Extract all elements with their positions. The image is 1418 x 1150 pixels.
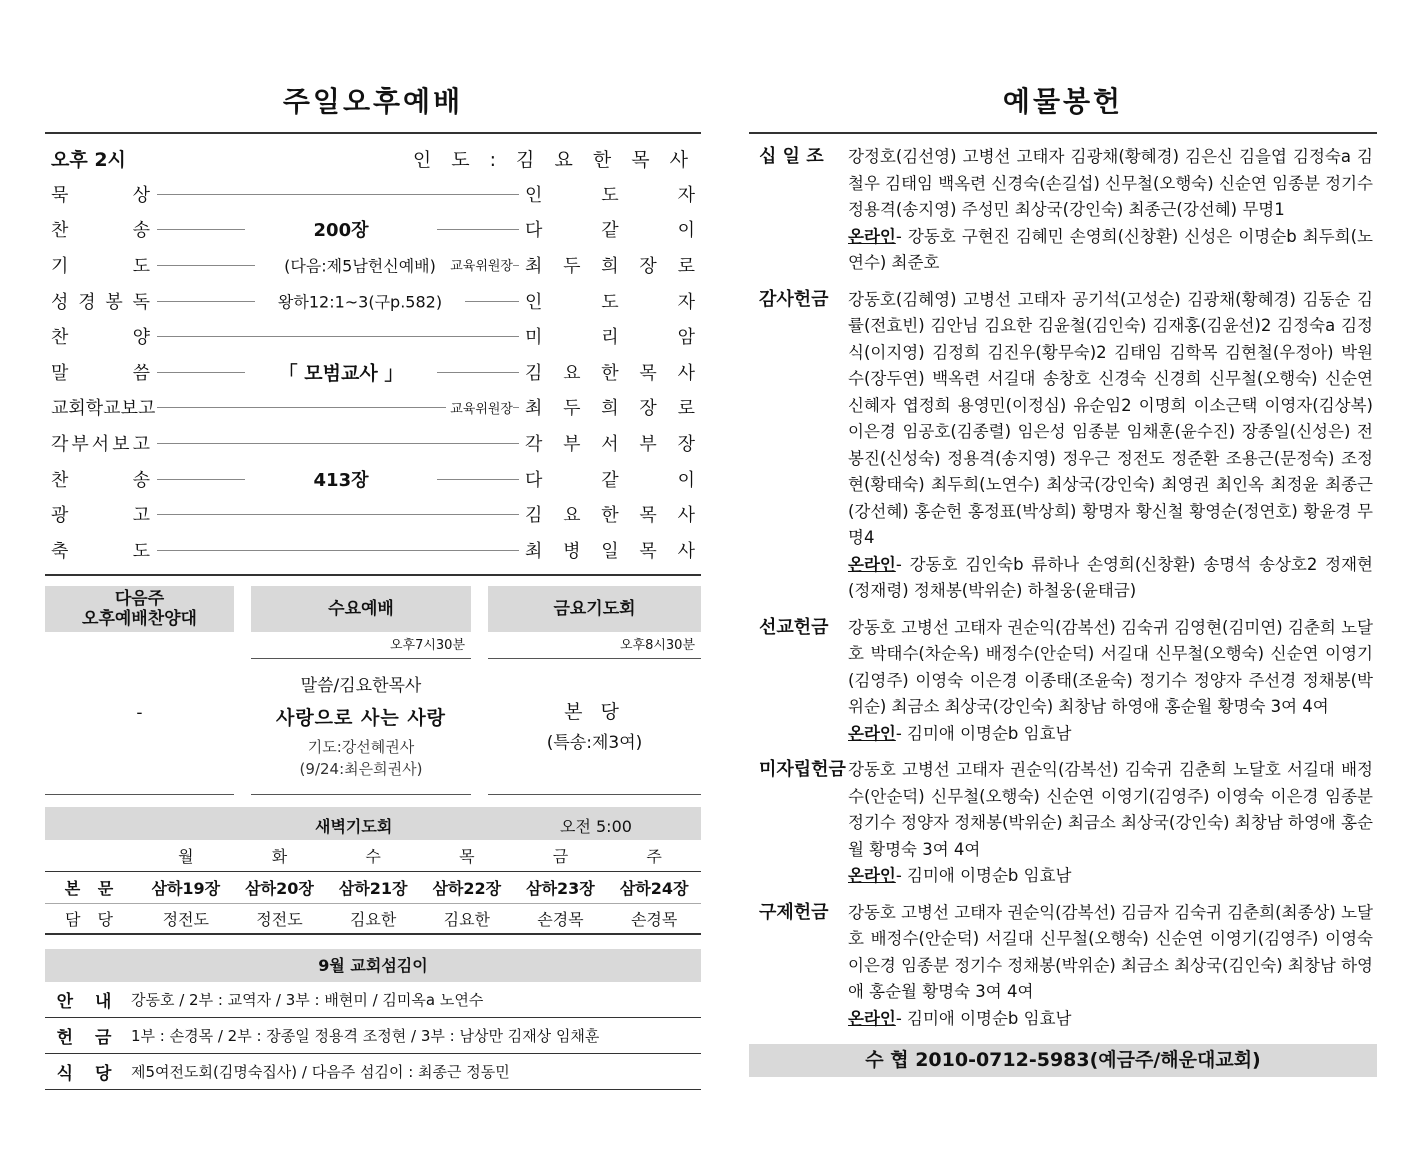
offering-category: 십 일 조 bbox=[759, 146, 824, 167]
order-person-char: 이 bbox=[677, 469, 695, 491]
offering-donors: 강동호 고병선 고태자 권순익(감복선) 김금자 김숙귀 김춘희(최종상) 노달호 배정수(안순덕) 서길대 신무철(오행숙) 신순연 이영기(김영주) 이영숙 이은경 임종분 정기수 정채봉(박위순) 최금소 최상국(김인숙) 최창남 하영애 홍순월 황명숙 3여 4여 bbox=[848, 902, 1373, 1001]
servants-rows bbox=[45, 982, 701, 1090]
order-person-char: 리 bbox=[601, 327, 619, 349]
order-person bbox=[525, 288, 695, 314]
order-item-char: 고 bbox=[137, 398, 156, 420]
dawn-prayer-section bbox=[45, 807, 701, 935]
friday-location: 본 당 bbox=[564, 701, 625, 724]
wednesday-service-heading: 수요예배 bbox=[251, 586, 471, 632]
offering-names bbox=[848, 615, 1377, 748]
order-person bbox=[525, 323, 695, 349]
afternoon-service-title: 주일오후예배 bbox=[45, 80, 701, 134]
dawn-day: 주 bbox=[607, 840, 701, 872]
order-person-char: 로 bbox=[677, 255, 695, 277]
order-item bbox=[45, 394, 156, 420]
order-person bbox=[525, 181, 695, 207]
offering-category: 선교헌금 bbox=[759, 616, 829, 638]
friday-prayer-heading: 금요기도회 bbox=[488, 586, 701, 632]
order-person-char: 로 bbox=[677, 398, 695, 420]
order-detail: (다음:제5남헌신예배) bbox=[255, 253, 465, 276]
order-item bbox=[45, 216, 150, 242]
order-person bbox=[525, 359, 695, 385]
order-person-char: 최 bbox=[525, 398, 543, 420]
order-row bbox=[45, 532, 701, 568]
box1-body: - bbox=[136, 702, 143, 723]
order-person-char: 사 bbox=[677, 362, 695, 384]
order-item-char: 말 bbox=[51, 362, 69, 384]
order-person-char: 미 bbox=[525, 327, 543, 349]
order-row bbox=[45, 425, 701, 461]
order-person-char: 장 bbox=[639, 398, 657, 420]
offering-names bbox=[848, 900, 1377, 1033]
servant-role: 식 당 bbox=[56, 1063, 120, 1084]
order-person-char: 인 bbox=[525, 291, 543, 313]
online-donors bbox=[848, 224, 1373, 277]
order-item bbox=[45, 430, 150, 456]
offering-category: 구제헌금 bbox=[759, 901, 829, 923]
online-donors bbox=[848, 1006, 1373, 1033]
weekly-boxes bbox=[45, 586, 701, 795]
order-item-char: 교 bbox=[51, 398, 69, 420]
order-person-char: 사 bbox=[677, 505, 695, 527]
dawn-prayer-table bbox=[45, 840, 701, 935]
servant-role: 헌 금 bbox=[56, 1027, 120, 1048]
order-person-char: 같 bbox=[601, 220, 619, 242]
offerings-list bbox=[749, 144, 1377, 1032]
order-person-char: 도 bbox=[601, 291, 619, 313]
service-header bbox=[45, 134, 701, 176]
order-item-char: 양 bbox=[132, 327, 150, 349]
wednesday-next-prayer: (9/24:최은희권사) bbox=[299, 760, 423, 779]
order-item-char: 광 bbox=[51, 505, 69, 527]
dawn-day: 금 bbox=[514, 840, 608, 872]
order-person bbox=[525, 252, 695, 278]
order-item-char: 송 bbox=[132, 220, 150, 242]
order-item-char: 도 bbox=[132, 255, 150, 277]
order-item bbox=[45, 323, 150, 349]
divider bbox=[45, 574, 701, 576]
order-item bbox=[45, 466, 150, 492]
order-person-char: 사 bbox=[677, 540, 695, 562]
dawn-text: 삼하24장 bbox=[607, 872, 701, 904]
order-detail: 「 모범교사 」 bbox=[245, 358, 437, 385]
order-person bbox=[525, 501, 695, 527]
order-person bbox=[525, 216, 695, 242]
order-item bbox=[45, 359, 150, 385]
order-item-char: 고 bbox=[132, 433, 150, 455]
offering-donors: 강동호 고병선 고태자 권순익(감복선) 김숙귀 김영현(김미연) 김춘희 노달호 박태수(차순옥) 배정수(안순덕) 서길대 신무철(오행숙) 신순연 이영기(김영주) 이영숙 이은경 이종태(조윤숙) 정기수 정양자 주선경 정채봉(박위순) 최금소 최상국(강인숙) 최창남 하영애 홍순월 황명숙 3여 4여 bbox=[848, 617, 1373, 716]
wednesday-service-body bbox=[251, 659, 471, 795]
box1-title2: 오후예배찬양대 bbox=[82, 608, 197, 629]
order-of-service bbox=[45, 176, 701, 568]
online-label: 온라인 bbox=[848, 226, 896, 246]
friday-prayer-box bbox=[488, 586, 701, 795]
online-label: 온라인 bbox=[848, 723, 896, 743]
offering-donors: 강동호 고병선 고태자 권순익(감복선) 김숙귀 김춘희 노달호 서길대 배정수(안순덕) 신무철(오행숙) 신순연 이영기(김영주) 이영숙 이은경 임종분 정기수 정양자 정채봉(박위순) 최금소 최상국(강인숙) 최창남 하영애 홍순월 황명숙 3여 4여 bbox=[848, 760, 1373, 859]
order-person-char: 같 bbox=[601, 469, 619, 491]
order-person-char: 요 bbox=[563, 362, 581, 384]
order-detail: 200장 bbox=[245, 216, 437, 242]
box1-title1: 다음주 bbox=[114, 588, 165, 609]
offerings-title: 예물봉헌 bbox=[749, 80, 1377, 134]
dawn-text: 삼하19장 bbox=[139, 872, 233, 904]
dawn-leader: 정전도 bbox=[139, 904, 233, 934]
afternoon-service-column bbox=[45, 80, 701, 1090]
dawn-leader: 김요한 bbox=[420, 904, 514, 934]
leader-line bbox=[157, 194, 519, 195]
order-person-char: 다 bbox=[525, 469, 543, 491]
order-person-char: 장 bbox=[639, 255, 657, 277]
order-role: 교육위원장 bbox=[446, 255, 513, 274]
order-item-char: 교 bbox=[103, 398, 121, 420]
order-item-char: 부 bbox=[71, 433, 89, 455]
order-person-char: 목 bbox=[639, 362, 657, 384]
servants-title: 9월 교회섬김이 bbox=[45, 949, 701, 982]
order-row bbox=[45, 461, 701, 497]
order-row bbox=[45, 247, 701, 283]
order-person-char: 일 bbox=[601, 540, 619, 562]
dawn-leader: 정전도 bbox=[233, 904, 327, 934]
offering-names bbox=[848, 287, 1377, 605]
dawn-leader: 김요한 bbox=[326, 904, 420, 934]
order-person-char: 두 bbox=[563, 255, 581, 277]
order-person-char: 부 bbox=[639, 433, 657, 455]
order-person-char: 인 bbox=[525, 184, 543, 206]
online-donors bbox=[848, 721, 1373, 748]
next-week-choir-body bbox=[45, 632, 234, 795]
order-person-char: 최 bbox=[525, 540, 543, 562]
order-item-char: 서 bbox=[91, 433, 110, 455]
order-person-char: 희 bbox=[601, 255, 619, 277]
dawn-text: 삼하22장 bbox=[420, 872, 514, 904]
order-person-char: 이 bbox=[677, 220, 695, 242]
order-person-char: 김 bbox=[525, 362, 543, 384]
order-person-char: 자 bbox=[677, 184, 695, 206]
order-item-char: 찬 bbox=[51, 469, 69, 491]
dawn-day: 목 bbox=[420, 840, 514, 872]
dawn-leaders-row bbox=[45, 904, 701, 934]
order-item-char: 축 bbox=[51, 540, 69, 562]
order-person-char: 다 bbox=[525, 220, 543, 242]
order-person bbox=[525, 466, 695, 492]
order-item-char: 학 bbox=[85, 398, 104, 420]
dawn-text: 삼하21장 bbox=[326, 872, 420, 904]
online-names: - 강동호 김인숙b 류하나 손영희(신창환) 송명석 송상호2 정재현(정재령) 정채봉(박위순) 하철웅(윤태금) bbox=[848, 554, 1373, 600]
order-item-char: 경 bbox=[78, 291, 96, 313]
servant-names: 강동호 / 2부 : 교역자 / 3부 : 배현미 / 김미옥a 노연수 bbox=[131, 990, 484, 1009]
servant-names: 제5여전도회(김명숙집사) / 다음주 섬김이 : 최종근 정동민 bbox=[131, 1062, 510, 1081]
wednesday-preacher: 말씀/김요한목사 bbox=[300, 676, 422, 697]
order-item-char: 각 bbox=[51, 433, 69, 455]
order-role: 교육위원장 bbox=[446, 398, 513, 417]
order-item bbox=[45, 537, 150, 563]
online-label: 온라인 bbox=[848, 1008, 896, 1028]
order-item-char: 상 bbox=[132, 184, 150, 206]
offering-block bbox=[749, 144, 1377, 277]
order-item-char: 송 bbox=[132, 469, 150, 491]
wednesday-service-box bbox=[251, 586, 471, 795]
order-item bbox=[45, 501, 150, 527]
order-person-char: 희 bbox=[601, 398, 619, 420]
dawn-prayer-title: 새벽기도회 bbox=[315, 816, 393, 836]
order-person-char: 최 bbox=[525, 255, 543, 277]
order-person bbox=[525, 394, 695, 420]
order-person-char: 암 bbox=[677, 327, 695, 349]
offering-category: 미자립헌금 bbox=[759, 759, 846, 780]
offering-names bbox=[848, 757, 1377, 890]
order-item-char: 씀 bbox=[132, 362, 150, 384]
dawn-text: 삼하23장 bbox=[514, 872, 608, 904]
servants-section bbox=[45, 949, 701, 1090]
order-item-char: 봉 bbox=[105, 291, 123, 313]
dawn-text-label: 본 문 bbox=[45, 872, 139, 904]
order-item-char: 성 bbox=[51, 291, 69, 313]
dawn-prayer-heading bbox=[45, 807, 701, 840]
online-names: - 강동호 구현진 김혜민 손영희(신창환) 신성은 이명순b 최두희(노연수) 최준호 bbox=[848, 226, 1373, 272]
order-row bbox=[45, 496, 701, 532]
servant-names: 1부 : 손경목 / 2부 : 장종일 정용격 조정현 / 3부 : 남상만 김재상 임채훈 bbox=[131, 1026, 600, 1045]
wednesday-prayer: 기도:강선혜권사 bbox=[307, 738, 415, 757]
servant-row bbox=[45, 1054, 701, 1090]
dawn-day: 월 bbox=[139, 840, 233, 872]
dawn-texts-row bbox=[45, 872, 701, 904]
wednesday-sermon-title: 사랑으로 사는 사랑 bbox=[275, 707, 447, 730]
leader-line bbox=[157, 443, 519, 444]
order-person-char: 자 bbox=[677, 291, 695, 313]
offering-block bbox=[749, 287, 1377, 605]
offering-category: 감사헌금 bbox=[759, 288, 829, 310]
dawn-text: 삼하20장 bbox=[233, 872, 327, 904]
order-item-char: 보 bbox=[120, 398, 138, 420]
order-item-char: 회 bbox=[68, 398, 86, 420]
online-donors bbox=[848, 863, 1373, 890]
offering-names bbox=[848, 144, 1377, 277]
dawn-days-row bbox=[45, 840, 701, 872]
order-person-char: 목 bbox=[639, 540, 657, 562]
dawn-leader: 손경목 bbox=[607, 904, 701, 934]
order-person-char: 한 bbox=[601, 505, 619, 527]
order-person-char: 김 bbox=[525, 505, 543, 527]
order-person-char: 도 bbox=[601, 184, 619, 206]
order-item-char: 독 bbox=[132, 291, 150, 313]
leader-line bbox=[157, 550, 519, 551]
offerings-column bbox=[749, 80, 1377, 1077]
dawn-leader: 손경목 bbox=[514, 904, 608, 934]
order-person-char: 한 bbox=[601, 362, 619, 384]
online-names: - 김미애 이명순b 임효남 bbox=[895, 723, 1072, 743]
servant-row bbox=[45, 982, 701, 1018]
order-row bbox=[45, 283, 701, 319]
order-person-char: 장 bbox=[677, 433, 695, 455]
order-person bbox=[525, 537, 695, 563]
order-row bbox=[45, 176, 701, 212]
order-person-char: 요 bbox=[563, 505, 581, 527]
online-names: - 김미애 이명순b 임효남 bbox=[895, 866, 1072, 885]
online-label: 온라인 bbox=[848, 554, 896, 574]
order-item bbox=[45, 252, 150, 278]
order-row bbox=[45, 318, 701, 354]
offering-block bbox=[749, 757, 1377, 890]
order-row bbox=[45, 354, 701, 390]
friday-prayer-body bbox=[488, 659, 701, 795]
online-label: 온라인 bbox=[848, 866, 896, 885]
order-item-char: 도 bbox=[132, 540, 150, 562]
dawn-prayer-time: 오전 5:00 bbox=[560, 816, 632, 836]
next-week-choir-box bbox=[45, 586, 234, 795]
order-detail: 413장 bbox=[245, 466, 437, 492]
order-detail: 왕하12:1~3(구p.582) bbox=[255, 289, 465, 312]
leader-line bbox=[157, 514, 519, 515]
order-person bbox=[525, 430, 695, 456]
order-item bbox=[45, 288, 150, 314]
order-item-char: 찬 bbox=[51, 327, 69, 349]
online-donors bbox=[848, 552, 1373, 605]
dawn-day: 화 bbox=[233, 840, 327, 872]
order-item-char: 찬 bbox=[51, 220, 69, 242]
servant-role: 안 내 bbox=[56, 991, 120, 1012]
order-person-char: 서 bbox=[601, 433, 619, 455]
order-item-char: 묵 bbox=[51, 184, 69, 206]
order-item-char: 보 bbox=[112, 433, 130, 455]
order-item-char: 고 bbox=[132, 505, 150, 527]
dawn-lead-label: 담 당 bbox=[45, 904, 139, 934]
next-week-choir-heading bbox=[45, 586, 234, 632]
order-item-char: 기 bbox=[51, 255, 69, 277]
servant-row bbox=[45, 1018, 701, 1054]
friday-special-song: (특송:제3여) bbox=[546, 733, 643, 754]
order-person-char: 각 bbox=[525, 433, 543, 455]
order-row bbox=[45, 390, 701, 426]
leader-line bbox=[157, 336, 519, 337]
order-person-char: 병 bbox=[563, 540, 581, 562]
offering-block bbox=[749, 615, 1377, 748]
offering-block bbox=[749, 900, 1377, 1033]
bank-account: 수 협 2010-0712-5983(예금주/해운대교회) bbox=[749, 1044, 1377, 1077]
order-row bbox=[45, 212, 701, 248]
order-person-char: 목 bbox=[639, 505, 657, 527]
order-person-char: 두 bbox=[563, 398, 581, 420]
offering-donors: 강동호(김혜영) 고병선 고태자 공기석(고성순) 김광채(황혜경) 김동순 김률(전효빈) 김안님 김요한 김윤철(김인숙) 김재홍(김윤선)2 김정숙a 김정식(이지영) 김정희 김진우(황무숙)2 김태임 김학목 김현철(우정아) 박원수(장두연) 백옥련 서길대 송창호 신경숙 신경희 신무철(오행숙) 신순연 신혜자 엽정희 용영민(이정심) 유순임2 이명희 이소근택 이영자(김상복) 이은경 임공호(김종렬) 임은성 임종분 임채훈(윤수진) 장종일(신성은) 전봉진(신성숙) 정용격(송지영) 정우근 정전도 정준환 조용근(문정숙) 조정현(황태숙) 최두희(노연수) 최상국(강인숙) 최영권 최인옥 최정윤 최종근(강선혜) 홍순헌 홍정표(박상희) 황명자 황신철 황영순(정연호) 황윤경 무명4 bbox=[848, 289, 1373, 547]
service-leader: 인 도 : 김 요 한 목 사 bbox=[412, 148, 695, 171]
dawn-day: 수 bbox=[326, 840, 420, 872]
offering-donors: 강정호(김선영) 고병선 고태자 김광채(황혜경) 김은신 김을엽 김정숙a 김철우 김태임 백옥련 신경숙(손길섭) 신무철(오행숙) 신순연 임종분 정기수 정용격(송지영) 주성민 최상국(강인숙) 최종근(강선혜) 무명1 bbox=[848, 147, 1373, 219]
service-time: 오후 2시 bbox=[51, 148, 126, 171]
wednesday-service-time: 오후7시30분 bbox=[251, 632, 471, 659]
friday-prayer-time: 오후8시30분 bbox=[488, 632, 701, 659]
order-item bbox=[45, 181, 150, 207]
online-names: - 김미애 이명순b 임효남 bbox=[895, 1008, 1072, 1028]
order-person-char: 부 bbox=[563, 433, 581, 455]
